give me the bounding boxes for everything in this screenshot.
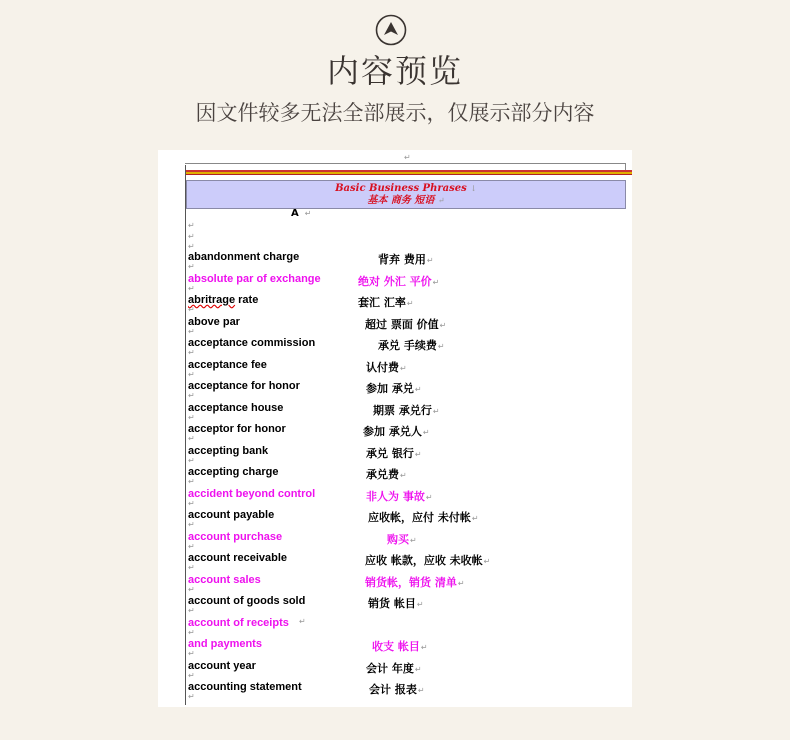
phrase-chinese-text: 销货 帐目: [368, 597, 416, 610]
phrase-english: account of receipts: [188, 616, 289, 629]
phrase-chinese: [378, 337, 445, 353]
phrase-english: accepting charge: [188, 466, 279, 478]
phrase-chinese: [378, 251, 434, 267]
paragraph-mark: ↵: [188, 283, 195, 293]
paragraph-mark: ↵: [414, 449, 422, 459]
paragraph-mark: ↵: [437, 196, 445, 205]
paragraph-mark: ↵: [188, 498, 195, 508]
paragraph-mark: ↵: [188, 221, 195, 230]
paragraph-mark: ↵: [188, 541, 195, 551]
paragraph-mark: ↵: [457, 578, 465, 588]
phrase-chinese-text: 承兑 手续费: [378, 339, 437, 352]
phrase-entry: [188, 251, 628, 273]
phrase-english: abandonment charge: [188, 251, 300, 263]
red-rule-lower: [185, 174, 632, 175]
paragraph-mark: ↵: [188, 232, 195, 241]
paragraph-mark: ↓: [470, 184, 477, 193]
phrase-chinese: [366, 466, 407, 482]
phrase-entry: [188, 595, 628, 617]
paragraph-mark: ↵: [400, 471, 407, 480]
phrase-english: account sales: [188, 573, 261, 586]
phrase-entry: [188, 660, 628, 682]
phrase-chinese-text: 购买: [387, 532, 409, 546]
up-arrow-circle-icon: [375, 14, 407, 46]
paragraph-mark: ↵: [188, 326, 195, 336]
paragraph-mark: ↵: [304, 209, 312, 218]
phrase-chinese: [366, 445, 422, 461]
paragraph-mark: ↵: [188, 563, 195, 572]
phrase-english: acceptor for honor: [188, 423, 286, 435]
phrase-chinese-text: 应收 帐款，应收 未收帐: [365, 554, 483, 567]
page-subtitle: 因文件较多无法全部展示，仅展示部分内容: [195, 101, 595, 125]
phrase-english: acceptance house: [188, 401, 284, 414]
phrase-chinese: [358, 273, 439, 289]
paragraph-mark: ↵: [188, 455, 195, 465]
phrase-chinese-text: 会计 年度: [366, 661, 414, 675]
paragraph-mark: ↵: [420, 643, 428, 652]
title-banner: [186, 180, 626, 209]
paragraph-mark: ↵: [414, 385, 422, 394]
paragraph-mark: ↵: [406, 299, 414, 308]
section-letter: [291, 208, 311, 219]
phrase-chinese: [368, 595, 424, 611]
phrase-entry: [188, 423, 628, 445]
phrase-chinese: [363, 423, 430, 439]
paragraph-mark: ↵: [400, 363, 407, 373]
phrase-chinese-text: 套汇 汇率: [358, 296, 406, 309]
phrase-entry: [188, 380, 628, 402]
phrase-english: accident beyond control: [188, 487, 316, 500]
phrase-chinese-text: 会计 报表: [369, 683, 417, 696]
phrase-chinese-text: 参加 承兑人: [363, 425, 422, 438]
phrase-english: acceptance commission: [188, 337, 316, 349]
phrase-chinese: [366, 660, 422, 676]
paragraph-mark: ↵: [483, 557, 491, 566]
phrase-entry: [188, 316, 628, 338]
phrase-english: account of goods sold: [188, 595, 306, 607]
paragraph-mark: ↵: [188, 649, 195, 658]
paragraph-mark: ↵: [188, 627, 195, 637]
phrase-english: account receivable: [188, 552, 288, 564]
phrase-chinese: [373, 402, 440, 418]
phrase-entry: [188, 273, 628, 295]
paragraph-mark: ↵: [471, 514, 479, 523]
phrase-entry: [188, 638, 628, 660]
paragraph-mark: ↵: [188, 434, 195, 443]
phrase-english: accounting statement: [188, 681, 302, 693]
phrase-english: acceptance fee: [188, 358, 267, 371]
phrase-english: above par: [188, 315, 240, 328]
phrase-chinese-text: 非人为 事故: [366, 489, 425, 503]
paragraph-mark: ↵: [414, 664, 422, 674]
paragraph-mark: ↵: [188, 670, 195, 680]
paragraph-mark: ↵: [416, 600, 424, 609]
phrase-chinese-text: 背弃 费用: [378, 253, 426, 266]
paragraph-mark: ↵: [417, 686, 425, 695]
phrase-entry: [188, 337, 628, 359]
phrase-chinese: [365, 552, 490, 568]
paragraph-mark: ↵: [299, 616, 306, 626]
phrase-entry: [188, 509, 628, 531]
paragraph-mark: ↵: [422, 428, 430, 437]
phrase-entry: [188, 681, 628, 703]
phrase-chinese-text: 期票 承兑行: [373, 403, 432, 417]
phrase-chinese-text: 收支 帐目: [372, 640, 420, 653]
section-letter-text: A: [291, 208, 299, 219]
phrase-entry: [188, 552, 628, 574]
paragraph-mark: ↵: [188, 369, 195, 379]
phrase-chinese: [369, 681, 425, 697]
phrase-chinese: [366, 488, 433, 504]
paragraph-mark: ↵: [188, 242, 195, 251]
paragraph-mark: ↵: [404, 153, 411, 162]
paragraph-mark: ↵: [188, 477, 195, 486]
phrase-chinese: [366, 359, 407, 375]
phrase-chinese-text: 承兑 银行: [366, 446, 414, 460]
paragraph-mark: ↵: [188, 520, 195, 529]
paragraph-mark: ↵: [188, 348, 195, 357]
paragraph-mark: ↵: [426, 256, 434, 265]
phrase-chinese: [372, 638, 428, 654]
phrase-entry: [188, 466, 628, 488]
paragraph-mark: ↵: [188, 606, 195, 615]
phrase-chinese: [365, 316, 446, 332]
phrase-chinese-text: 认付费: [366, 360, 399, 374]
phrase-entry: [188, 359, 628, 381]
paragraph-mark: ↵: [432, 406, 440, 416]
phrase-chinese-text: 承兑费: [366, 468, 399, 481]
left-margin-line: [185, 165, 186, 705]
paragraph-mark: ↵: [425, 492, 433, 502]
paragraph-mark: ↵: [410, 535, 417, 545]
phrase-chinese-text: 绝对 外汇 平价: [358, 274, 432, 288]
phrase-chinese-text: 应收帐，应付 未付帐: [368, 511, 471, 524]
paragraph-mark: ↵: [437, 342, 445, 351]
phrase-english: abritrage rate: [188, 294, 259, 306]
paragraph-mark: ↵: [188, 391, 195, 400]
phrase-entry: [188, 574, 628, 596]
phrase-english: absolute par of exchange: [188, 272, 321, 285]
phrase-english: and payments: [188, 638, 262, 650]
banner-title-zh: 基本 商务 短语: [367, 195, 435, 206]
phrase-english: account year: [188, 659, 256, 672]
phrase-chinese: [365, 574, 465, 590]
document-preview: [158, 150, 632, 707]
phrase-chinese: [368, 509, 479, 525]
paragraph-mark: ↵: [188, 262, 195, 271]
paragraph-mark: ↵: [432, 277, 440, 287]
phrase-entry: [188, 445, 628, 467]
phrase-english: acceptance for honor: [188, 380, 300, 392]
banner-title-en: Basic Business Phrases: [335, 183, 467, 194]
paragraph-mark: ↵: [439, 320, 447, 330]
phrase-chinese: [366, 380, 422, 396]
paragraph-mark: ↵: [188, 412, 195, 422]
phrase-chinese-text: 超过 票面 价值: [365, 317, 439, 331]
phrase-entry: [188, 488, 628, 510]
phrase-chinese: [387, 531, 417, 547]
phrase-entry: [188, 617, 628, 639]
phrase-english: account purchase: [188, 530, 283, 543]
phrase-english: accepting bank: [188, 444, 269, 457]
phrase-chinese: [358, 294, 414, 310]
paragraph-mark: ↵: [188, 584, 195, 594]
page-title: 内容预览: [326, 52, 463, 90]
phrase-entry: [188, 402, 628, 424]
phrase-chinese-text: 销货帐，销货 清单: [365, 575, 457, 589]
phrase-entry: [188, 531, 628, 553]
paragraph-mark: ↵: [188, 305, 195, 314]
phrase-entry: [188, 294, 628, 316]
phrase-chinese-text: 参加 承兑: [366, 382, 414, 395]
paragraph-mark: ↵: [188, 692, 195, 701]
phrase-english: account payable: [188, 509, 275, 521]
